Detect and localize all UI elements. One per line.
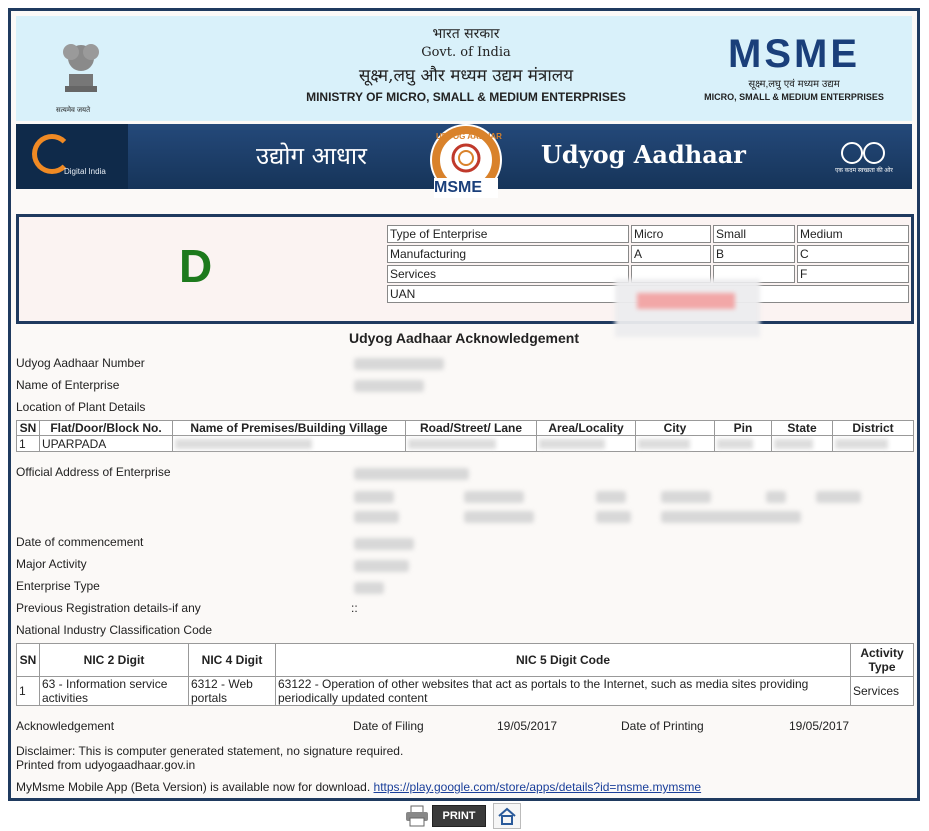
category-cell-uan: UAN — [387, 285, 909, 303]
category-cell: F — [797, 265, 909, 283]
previous-registration-value: :: — [351, 601, 358, 615]
swachh-caption: एक कदम स्वच्छता की ओर — [835, 168, 893, 174]
plant-header: Pin — [715, 421, 772, 436]
acknowledgement-label: Acknowledgement — [16, 719, 115, 733]
home-button[interactable] — [493, 803, 521, 829]
category-cell: Micro — [631, 225, 711, 243]
redacted-value — [354, 468, 469, 480]
nic-cell: 1 — [17, 677, 40, 706]
swachh-bharat-logo — [824, 140, 904, 174]
plant-details-table — [16, 420, 914, 452]
plant-cell-redacted — [537, 436, 636, 452]
disclaimer: Disclaimer: This is computer generated statement, no signature required. — [16, 744, 404, 758]
plant-header: City — [636, 421, 715, 436]
gov-english: Govt. of India — [421, 45, 511, 60]
filing-date: 19/05/2017 — [497, 719, 558, 733]
category-cell: C — [797, 245, 909, 263]
mobile-app-notice — [16, 780, 701, 794]
plant-cell-redacted — [772, 436, 833, 452]
msme-mark: MSME — [728, 32, 860, 76]
redacted-value — [464, 511, 534, 523]
msme-english: MICRO, SMALL & MEDIUM ENTERPRISES — [704, 92, 884, 102]
enterprise-grade: D — [179, 240, 213, 292]
printed-from: Printed from udyogaadhaar.gov.in — [16, 758, 196, 772]
category-cell: Services — [387, 265, 629, 283]
nic-header: NIC 4 Digit — [189, 644, 276, 677]
table-row — [17, 436, 914, 452]
plant-header: District — [833, 421, 914, 436]
plant-header: State — [772, 421, 833, 436]
msme-hindi: सूक्ष्म,लघु एवं मध्यम उद्यम — [748, 79, 840, 90]
category-cell: Manufacturing — [387, 245, 629, 263]
official-address-label: Official Address of Enterprise — [16, 465, 171, 479]
print-bar — [405, 803, 525, 827]
category-row — [387, 245, 909, 263]
category-cell: Small — [713, 225, 795, 243]
nic-cell: Services — [851, 677, 914, 706]
redacted-value — [354, 491, 394, 503]
plant-header: Flat/Door/Block No. — [40, 421, 173, 436]
plant-cell-redacted — [833, 436, 914, 452]
printing-date-label: Date of Printing — [621, 719, 704, 733]
printing-date: 19/05/2017 — [789, 719, 850, 733]
enterprise-category-box — [16, 214, 914, 324]
ministry-hindi: सूक्ष्म,लघु और मध्यम उद्यम मंत्रालय — [358, 66, 574, 86]
redacted-value — [354, 538, 414, 550]
logo-bottom-text: MSME — [434, 179, 482, 196]
nic-header: Activity Type — [851, 644, 914, 677]
redacted-value — [354, 358, 444, 370]
redacted-value — [354, 560, 409, 572]
plant-header: Road/Street/ Lane — [406, 421, 537, 436]
redacted-value — [596, 491, 626, 503]
ack-title: Udyog Aadhaar Acknowledgement — [348, 330, 579, 346]
previous-registration-label: Previous Registration details-if any — [16, 601, 201, 615]
banner-title-english: Udyog Aadhaar — [541, 140, 746, 169]
redacted-uan — [615, 279, 760, 337]
redacted-value — [766, 491, 786, 503]
enterprise-name-label: Name of Enterprise — [16, 378, 120, 392]
plant-cell-redacted — [715, 436, 772, 452]
ministry-english: MINISTRY OF MICRO, SMALL & MEDIUM ENTERPRISES — [306, 90, 626, 104]
category-row — [387, 225, 909, 243]
table-row — [17, 677, 914, 706]
plant-cell-redacted — [636, 436, 715, 452]
nic-header: SN — [17, 644, 40, 677]
plant-header: Area/Locality — [537, 421, 636, 436]
banner-title-hindi: उद्योग आधार — [256, 142, 367, 170]
digital-india-logo — [16, 124, 128, 189]
redacted-value — [354, 582, 384, 594]
category-cell: A — [631, 245, 711, 263]
plant-cell-redacted — [173, 436, 406, 452]
nic-cell: 6312 - Web portals — [189, 677, 276, 706]
redacted-value — [596, 511, 631, 523]
redacted-value — [354, 511, 399, 523]
emblem-caption: सत्यमेव जयते — [56, 107, 91, 114]
printer-icon[interactable] — [405, 805, 429, 827]
msme-logo — [704, 34, 884, 102]
nic-header: NIC 2 Digit — [40, 644, 189, 677]
nic-header-row — [17, 644, 914, 677]
national-emblem-icon — [51, 28, 111, 110]
gov-hindi: भारत सरकार — [432, 26, 500, 42]
category-cell: B — [713, 245, 795, 263]
nic-label: National Industry Classification Code — [16, 623, 213, 637]
plant-details-label: Location of Plant Details — [16, 400, 146, 414]
swachh-bharat-icon — [824, 140, 904, 166]
plant-cell: UPARPADA — [40, 436, 173, 452]
nic-cell: 63 - Information service activities — [40, 677, 189, 706]
acknowledgement-frame — [8, 8, 920, 801]
mobile-app-text: MyMsme Mobile App (Beta Version) is available now for download. — [16, 780, 371, 794]
enterprise-type-label: Enterprise Type — [16, 579, 100, 593]
logo-top-text: UDYOG AADHAR — [436, 132, 502, 141]
redacted-value — [661, 491, 711, 503]
commencement-label: Date of commencement — [16, 535, 144, 549]
redacted-value — [816, 491, 861, 503]
plant-header: SN — [17, 421, 40, 436]
major-activity-label: Major Activity — [16, 557, 87, 571]
plant-header-row — [17, 421, 914, 436]
nic-cell: 63122 - Operation of other websites that act as portals to the Internet, such as media sites providing periodically updated content — [276, 677, 851, 706]
ministry-header — [16, 16, 912, 121]
print-button[interactable]: PRINT — [432, 805, 486, 827]
uan-label: Udyog Aadhaar Number — [16, 356, 145, 370]
mobile-app-link[interactable]: https://play.google.com/store/apps/details?id=msme.mymsme — [373, 780, 702, 794]
category-cell: Medium — [797, 225, 909, 243]
udyog-aadhaar-banner — [16, 124, 912, 196]
category-cell: Type of Enterprise — [387, 225, 629, 243]
plant-header: Name of Premises/Building Village — [173, 421, 406, 436]
nic-table — [16, 643, 914, 706]
redacted-value — [354, 380, 424, 392]
filing-date-label: Date of Filing — [353, 719, 424, 733]
plant-cell: 1 — [17, 436, 40, 452]
redacted-value — [464, 491, 524, 503]
plant-cell-redacted — [406, 436, 537, 452]
nic-header: NIC 5 Digit Code — [276, 644, 851, 677]
digital-india-text: Digital India — [64, 167, 106, 176]
home-icon — [494, 804, 520, 828]
redacted-value — [661, 511, 801, 523]
